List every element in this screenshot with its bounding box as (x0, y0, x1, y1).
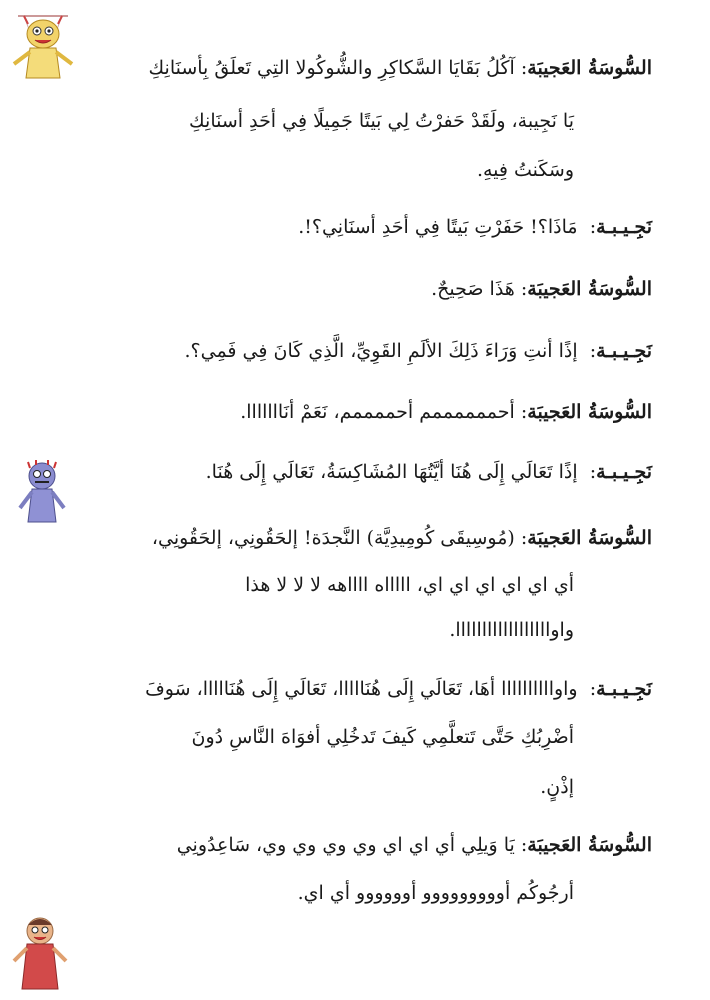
speaker-name: نَجِـيـبـة (596, 216, 652, 238)
dialogue-text: أحممممممم أحممممم، نَعَمْ أنَااااااا. (240, 401, 515, 423)
speaker-name: السُّوسَةُ العَجيبَة (527, 278, 652, 300)
dialogue-text: أرجُوكُم أووووووووو أوووووو أي اي. (297, 882, 574, 904)
dialogue-text: أضْرِبُكِ حَتَّى تَتعلَّمِي كَيفَ تَدخُلِي أفوَاهَ النَّاسِ دُونَ (191, 726, 574, 748)
dialogue-text: واواااااااااا أهَا، تَعَالَي إِلَى هُنَااااا، تَعَالَي إِلَى هُنَااااا، سَوفَ (145, 678, 578, 700)
dialogue-line: نَجِـيـبـة: إذًا تَعَالَي إِلَى هُنَا أيَّتُهَا المُشَاكِسَةُ، تَعَالَي إِلَى هُنَا. (205, 461, 652, 483)
dialogue-text: (مُوسِيقَى كُومِيدِيَّة) النَّجدَة! إلحَقُونِي، إلحَقُونِي، (151, 527, 515, 549)
speaker-name: السُّوسَةُ العَجيبَة (527, 401, 652, 423)
dialogue-text: إذْنٍ. (540, 776, 574, 798)
speaker-name: نَجِـيـبـة (596, 340, 652, 362)
dialogue-text: إذًا تَعَالَي إِلَى هُنَا أيَّتُهَا المُشَاكِسَةُ، تَعَالَي إِلَى هُنَا. (205, 461, 578, 483)
dialogue-line: السُّوسَةُ العَجيبَة: هَذَا صَحِيحٌ. (431, 278, 652, 300)
dialogue-text: مَاذَا؟! حَفَرْتِ بَيتًا فِي أحَدِ أسنَانِي؟!. (298, 216, 578, 238)
dialogue-text: واواااااااااااااااااا. (449, 619, 574, 641)
dialogue-line: نَجِـيـبـة: مَاذَا؟! حَفَرْتِ بَيتًا فِي أحَدِ أسنَانِي؟!. (298, 216, 652, 238)
dialogue-text: أي اي اي اي اي اي، اااااه ااااهه لا لا لا هذا (245, 574, 574, 596)
speaker-name: نَجِـيـبـة (596, 678, 652, 700)
dialogue-text: يَا وَيلِي أي اي اي وي وي وي وي، سَاعِدُونِي (176, 834, 515, 856)
beetle-puppet-top (10, 12, 76, 84)
monster-puppet-middle (14, 460, 70, 530)
dialogue-line: نَجِـيـبـة: واواااااااااا أهَا، تَعَالَي إِلَى هُنَااااا، تَعَالَي إِلَى هُنَااااا، سَوفَ (145, 678, 652, 700)
dialogue-text: يَا نَجِيبة، ولَقَدْ حَفرْتُ لِي بَيتًا جَمِيلًا فِي أحَدِ أسنَانِكِ (189, 110, 574, 132)
beetle-puppet-bottom (10, 915, 70, 993)
speaker-name: نَجِـيـبـة (596, 461, 652, 483)
dialogue-line: السُّوسَةُ العَجيبَة: يَا وَيلِي أي اي اي وي وي وي وي، سَاعِدُونِي (176, 834, 652, 856)
dialogue-text: آكُلُ بَقَايَا السَّكاكِرِ والشُّوكُولا التِي تَعلَقُ بِأسنَانِكِ (148, 57, 515, 79)
dialogue-line: السُّوسَةُ العَجيبَة: آكُلُ بَقَايَا السَّكاكِرِ والشُّوكُولا التِي تَعلَقُ بِأسنَانِكِ (148, 57, 652, 79)
dialogue-line: السُّوسَةُ العَجيبَة: (مُوسِيقَى كُومِيدِيَّة) النَّجدَة! إلحَقُونِي، إلحَقُونِي، (151, 527, 652, 549)
dialogue-text: وسَكَنتُ فِيهِ. (476, 159, 574, 181)
speaker-name: السُّوسَةُ العَجيبَة (527, 57, 652, 79)
dialogue-line: السُّوسَةُ العَجيبَة: أحممممممم أحممممم، نَعَمْ أنَااااااا. (240, 401, 652, 423)
dialogue-line: نَجِـيـبـة: إذًا أنتِ وَرَاءَ ذَلِكَ الألَمِ القَوِيِّ، الَّذِي كَانَ فِي فَمِي؟. (184, 340, 652, 362)
speaker-name: السُّوسَةُ العَجيبَة (527, 834, 652, 856)
dialogue-text: هَذَا صَحِيحٌ. (431, 278, 515, 300)
dialogue-text: إذًا أنتِ وَرَاءَ ذَلِكَ الألَمِ القَوِيِّ، الَّذِي كَانَ فِي فَمِي؟. (184, 340, 578, 362)
speaker-name: السُّوسَةُ العَجيبَة (527, 527, 652, 549)
